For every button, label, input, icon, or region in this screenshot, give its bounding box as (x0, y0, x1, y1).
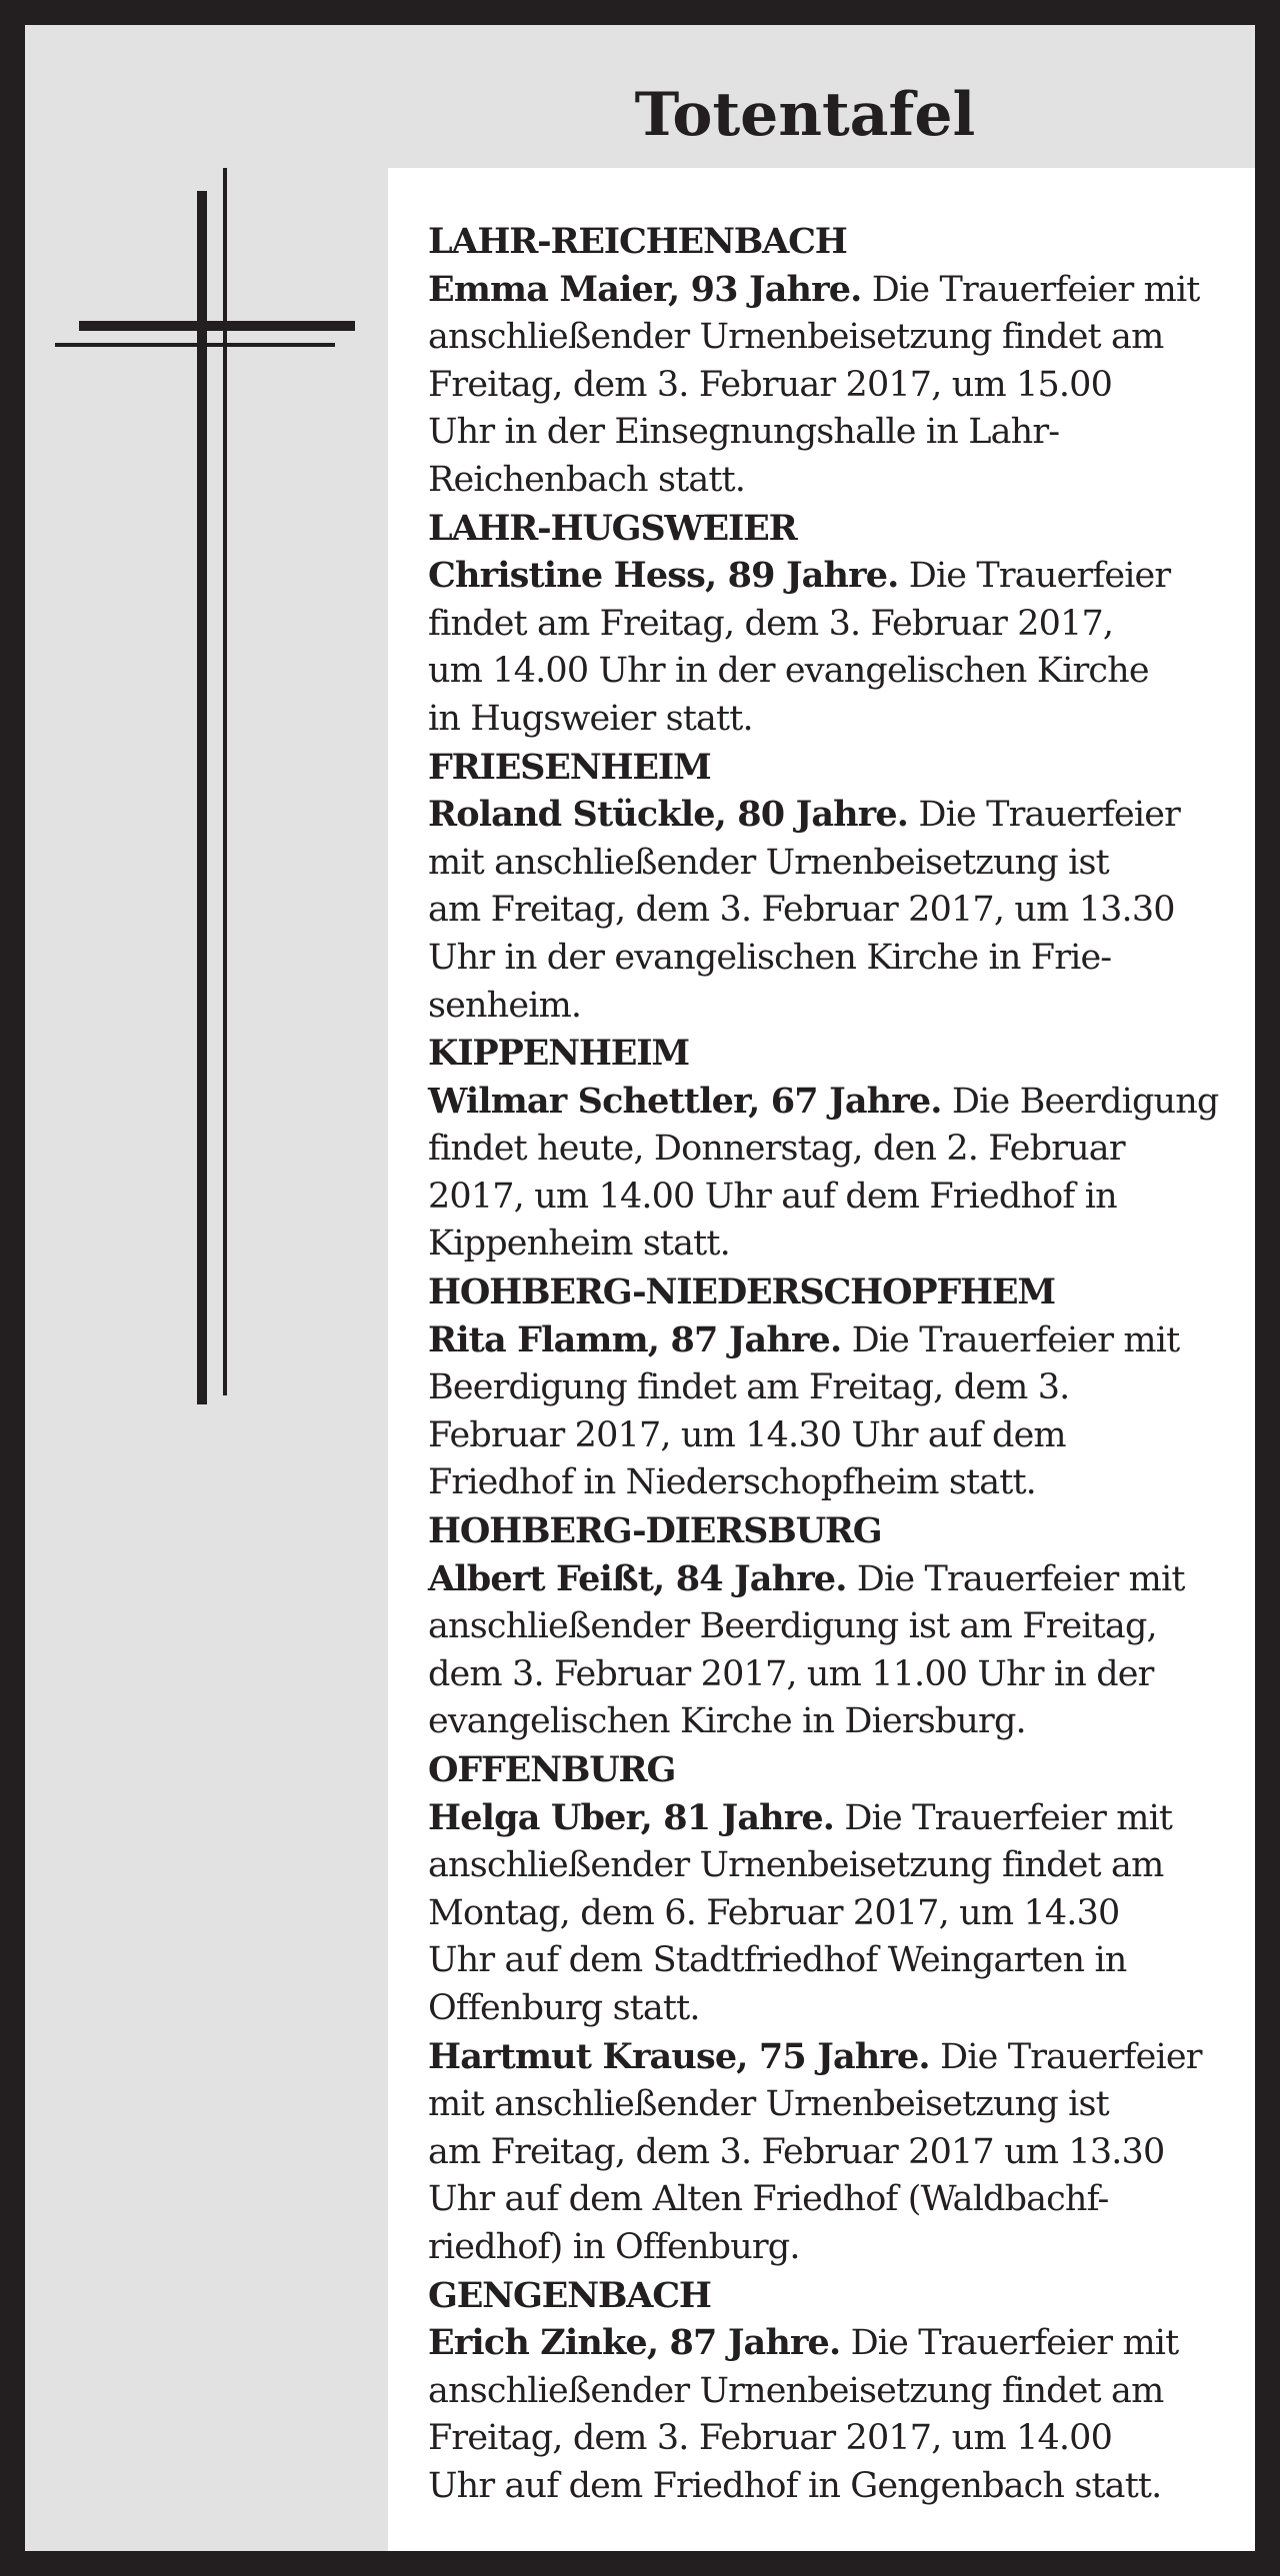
entry-line (428, 2033, 1248, 2082)
entry-line (428, 409, 1248, 457)
notice-text: mit anschließender Urnenbeisetzung ist (428, 842, 1109, 883)
notice-text: riedhof) in Offenburg. (428, 2226, 800, 2267)
obituary-entry (428, 266, 1248, 505)
notice-text: Uhr auf dem Stadtfriedhof Weingarten in (428, 1940, 1127, 1981)
entry-line (428, 552, 1248, 601)
entry-line (428, 1555, 1248, 1604)
notice-text: anschließender Urnenbeisetzung findet am (428, 317, 1164, 358)
obituary-section (428, 1030, 1248, 1269)
deceased-name: Helga Uber, 81 Jahre. (428, 1796, 835, 1838)
notice-text: Uhr auf dem Friedhof in Gengenbach statt. (428, 2465, 1162, 2506)
entry-line (428, 1937, 1248, 1985)
entry-line (428, 2129, 1248, 2177)
page-title: Totentafel (634, 80, 976, 150)
notice-text: Kippenheim statt. (428, 1224, 730, 1265)
obituary-section (428, 2272, 1248, 2511)
place-heading: LAHR-HUGSWEIER (428, 507, 797, 549)
entry-line (428, 1078, 1248, 1127)
notice-text: Die Trauerfeier mit (840, 2323, 1179, 2364)
notice-text: Beerdigung findet am Freitag, dem 3. (428, 1367, 1070, 1408)
entry-line (428, 1126, 1248, 1174)
entry-line (428, 983, 1248, 1031)
obituary-entry (428, 1794, 1248, 2033)
entry-line (428, 2415, 1248, 2463)
notice-text: am Freitag, dem 3. Februar 2017, um 13.30 (428, 890, 1175, 931)
obituary-entry (428, 1078, 1248, 1269)
entry-line (428, 457, 1248, 505)
deceased-name: Albert Feißt, 84 Jahre. (428, 1557, 847, 1599)
entry-line (428, 840, 1248, 888)
entry-line (428, 1985, 1248, 2033)
entry-line (428, 791, 1248, 840)
notice-text: Uhr in der evangelischen Kirche in Frie- (428, 937, 1112, 978)
entry-line (428, 2224, 1248, 2272)
obituary-section (428, 505, 1248, 744)
place-heading: HOHBERG-DIERSBURG (428, 1510, 882, 1552)
notice-text: Die Trauerfeier mit (861, 269, 1200, 310)
entry-line (428, 1842, 1248, 1890)
place-heading: OFFENBURG (428, 1749, 676, 1790)
notice-text: dem 3. Februar 2017, um 11.00 Uhr in der (428, 1653, 1154, 1694)
obituary-entry (428, 552, 1248, 743)
notice-text: in Hugsweier statt. (428, 698, 753, 739)
obituary-entry (428, 1316, 1248, 1507)
entry-line (428, 935, 1248, 983)
notice-text: Die Trauerfeier mit (834, 1797, 1173, 1838)
place-heading: FRIESENHEIM (428, 746, 711, 788)
notice-text: Freitag, dem 3. Februar 2017, um 14.00 (428, 2418, 1113, 2459)
deceased-name: Wilmar Schettler, 67 Jahre. (428, 1080, 942, 1122)
notice-text: senheim. (428, 985, 582, 1026)
obituary-entry (428, 1555, 1248, 1746)
notice-text: Die Trauerfeier (908, 795, 1180, 836)
notice-text: mit anschließender Urnenbeisetzung ist (428, 2084, 1109, 2125)
entry-line (428, 2081, 1248, 2129)
obituary-list (428, 218, 1248, 2511)
notice-text: 2017, um 14.00 Uhr auf dem Friedhof in (428, 1176, 1117, 1217)
notice-text: Die Trauerfeier mit (846, 1558, 1185, 1599)
notice-text: Uhr in der Einsegnungshalle in Lahr- (428, 412, 1060, 453)
entry-line (428, 1651, 1248, 1699)
notice-text: anschließender Beerdigung ist am Freitag, (428, 1606, 1157, 1647)
entry-line (428, 1412, 1248, 1460)
notice-text: Die Trauerfeier mit (841, 1319, 1180, 1360)
entry-line (428, 1459, 1248, 1507)
obituary-section (428, 1746, 1248, 2272)
obituary-frame (25, 25, 1255, 2551)
notice-text: evangelischen Kirche in Diersburg. (428, 1701, 1026, 1742)
notice-text: Montag, dem 6. Februar 2017, um 14.30 (428, 1892, 1120, 1933)
obituary-entry (428, 2319, 1248, 2510)
deceased-name: Rita Flamm, 87 Jahre. (428, 1318, 842, 1360)
notice-text: anschließender Urnenbeisetzung findet am (428, 2370, 1164, 2411)
obituary-section (428, 1269, 1248, 1507)
notice-text: um 14.00 Uhr in der evangelischen Kirche (428, 651, 1149, 692)
entry-line (428, 2463, 1248, 2511)
entry-line (428, 2368, 1248, 2416)
place-heading: KIPPENHEIM (428, 1033, 689, 1075)
entry-line (428, 1174, 1248, 1222)
deceased-name: Erich Zinke, 87 Jahre. (428, 2322, 841, 2364)
obituary-section (428, 1507, 1248, 1746)
deceased-name: Hartmut Krause, 75 Jahre. (428, 2035, 930, 2077)
entry-line (428, 1698, 1248, 1746)
entry-line (428, 1364, 1248, 1412)
obituary-section (428, 744, 1248, 1031)
notice-text: Uhr auf dem Alten Friedhof (Waldbachf- (428, 2179, 1109, 2220)
deceased-name: Roland Stückle, 80 Jahre. (428, 794, 909, 836)
entry-line (428, 314, 1248, 362)
notice-text: findet am Freitag, dem 3. Februar 2017, (428, 603, 1114, 644)
entry-line (428, 1221, 1248, 1269)
deceased-name: Emma Maier, 93 Jahre. (428, 268, 862, 310)
entry-line (428, 1890, 1248, 1938)
notice-text: findet heute, Donnerstag, den 2. Februar (428, 1129, 1125, 1170)
place-heading: GENGENBACH (428, 2274, 711, 2316)
entry-line (428, 2319, 1248, 2368)
entry-line (428, 887, 1248, 935)
notice-text: Friedhof in Niederschopfheim statt. (428, 1462, 1036, 1503)
notice-text: Offenburg statt. (428, 1987, 700, 2028)
place-heading: LAHR-REICHENBACH (428, 221, 847, 262)
notice-text: Die Beerdigung (941, 1081, 1219, 1122)
entry-line (428, 1603, 1248, 1651)
place-heading: HOHBERG-NIEDERSCHOPFHEM (428, 1272, 1055, 1313)
entry-line (428, 1316, 1248, 1365)
entry-line (428, 2176, 1248, 2224)
entry-line (428, 362, 1248, 410)
notice-text: anschließender Urnenbeisetzung findet am (428, 1845, 1164, 1886)
deceased-name: Christine Hess, 89 Jahre. (428, 555, 899, 597)
obituary-entry (428, 791, 1248, 1030)
notice-text: Freitag, dem 3. Februar 2017, um 15.00 (428, 364, 1113, 405)
notice-text: Reichenbach statt. (428, 459, 746, 500)
notice-text: Die Trauerfeier (929, 2036, 1202, 2077)
notice-text: am Freitag, dem 3. Februar 2017 um 13.30 (428, 2131, 1165, 2172)
notice-text: Februar 2017, um 14.30 Uhr auf dem (428, 1414, 1066, 1455)
obituary-section (428, 218, 1248, 505)
entry-line (428, 266, 1248, 315)
entry-line (428, 696, 1248, 744)
entry-line (428, 1794, 1248, 1843)
notice-text: Die Trauerfeier (898, 556, 1171, 597)
obituary-list-panel (388, 168, 1255, 2551)
entry-line (428, 648, 1248, 696)
obituary-entry (428, 2033, 1248, 2272)
entry-line (428, 601, 1248, 649)
